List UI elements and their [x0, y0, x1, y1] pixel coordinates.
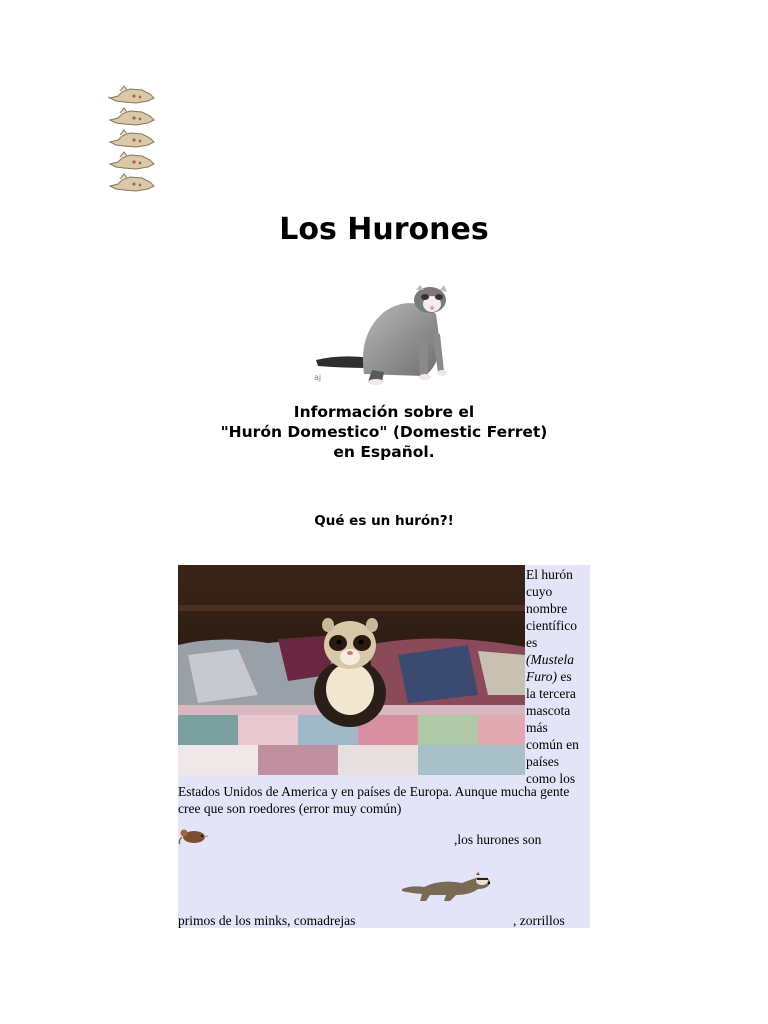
- side-line: mascota: [526, 703, 571, 718]
- side-line: cuyo: [526, 584, 553, 599]
- page-title: Los Hurones: [279, 212, 489, 247]
- side-line: es: [526, 635, 538, 650]
- side-line: El hurón: [526, 567, 573, 582]
- ferret-icon: [108, 150, 156, 172]
- walking-ferret-icon: [400, 869, 492, 903]
- side-line: común en: [526, 737, 579, 752]
- ferret-icon: [108, 84, 156, 106]
- text-zorrillos: , zorrillos: [513, 913, 565, 928]
- article-paragraph: Estados Unidos de America y en países de Europa. Aunque mucha gente cree que son roedores (error muy común): [178, 784, 570, 816]
- subtitle: [0, 402, 768, 462]
- subtitle-line-1: Información sobre el: [293, 403, 475, 421]
- ferret-icon-stack: [108, 84, 158, 194]
- ferret-icon: [108, 172, 156, 194]
- side-line: científico: [526, 618, 577, 633]
- text-primos: primos de los minks, comadrejas: [178, 913, 356, 928]
- image-caption: aj: [314, 373, 322, 382]
- section-heading: Qué es un hurón?!: [314, 513, 454, 529]
- side-line: nombre: [526, 601, 568, 616]
- side-line: países: [526, 754, 559, 769]
- ferret-photo: [178, 565, 525, 775]
- article-box: [178, 565, 590, 928]
- ferret-icon: [108, 128, 156, 150]
- subtitle-line-2: "Hurón Domestico" (Domestic Ferret): [220, 423, 548, 441]
- side-text: [526, 566, 592, 787]
- sitting-ferret-image: [312, 284, 452, 386]
- side-line: la tercera: [526, 686, 576, 701]
- scientific-name: (Mustela Furo): [526, 652, 574, 684]
- side-line: como los: [526, 771, 576, 786]
- side-line: más: [526, 720, 548, 735]
- mouse-icon: [178, 825, 208, 845]
- text-hurones: ,los hurones son: [454, 832, 542, 847]
- ferret-icon: [108, 106, 156, 128]
- side-line: es: [560, 669, 572, 684]
- subtitle-line-3: en Español.: [333, 443, 435, 461]
